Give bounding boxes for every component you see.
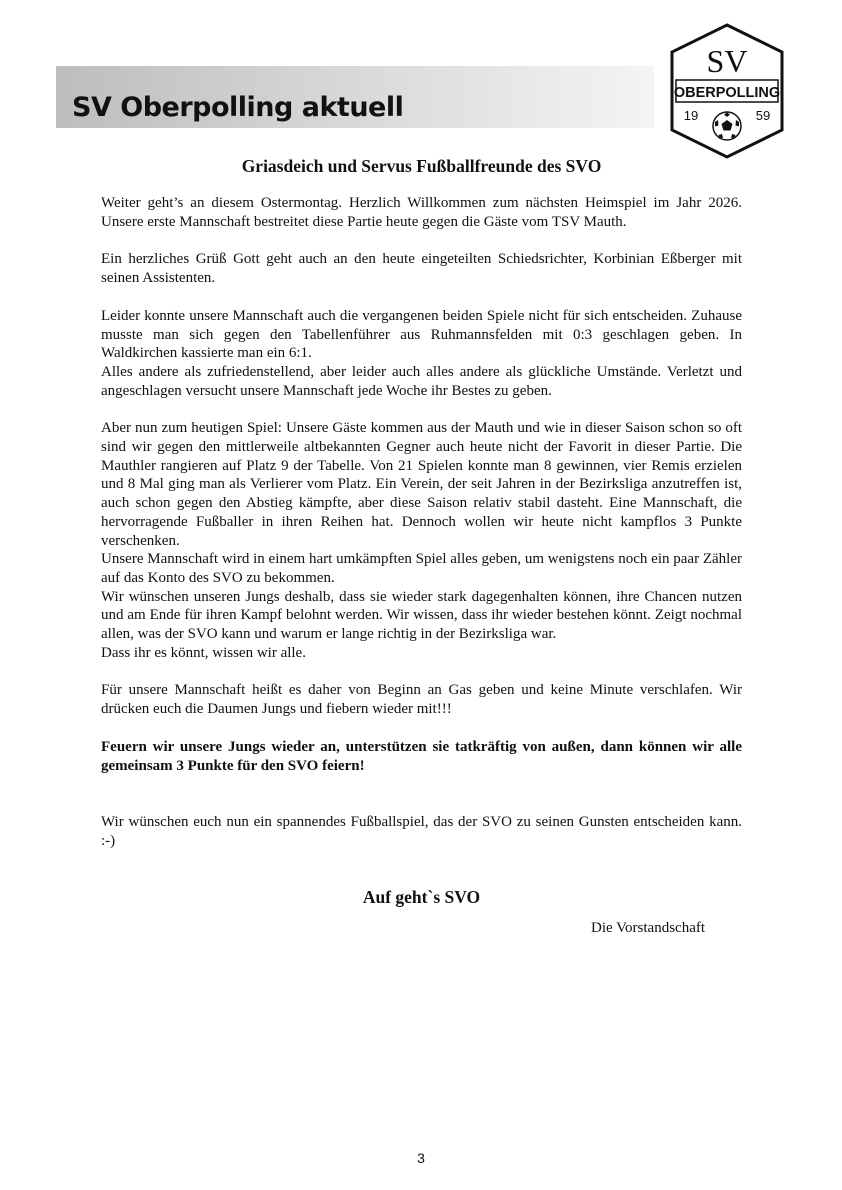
spacer [101, 794, 742, 813]
paragraph-line: Für unsere Mannschaft heißt es daher von Beginn an Gas geben und keine Minute verschlafen. Wir drücken euch die Daumen Jungs und fiebern wieder mit!!! [101, 682, 742, 718]
club-logo [668, 22, 786, 160]
header-title: SV Oberpolling aktuell [72, 92, 404, 123]
logo-year-left: 19 [683, 108, 699, 123]
paragraph-motivation [101, 681, 742, 718]
paragraph-line: Leider konnte unsere Mannschaft auch die vergangenen beiden Spiele nicht für sich entscheiden. Zuhause musste man sich gegen den Tabellenführer aus Ruhmannsfelden mit 0:3 geschlagen geben. In Waldkirchen kassierte man ein 6:1. [101, 307, 742, 362]
paragraph-line: Ein herzliches Grüß Gott geht auch an den heute eingeteilten Schiedsrichter, Korbinian Eßberger mit seinen Assistenten. [101, 251, 742, 287]
paragraph-line: Wir wünschen euch nun ein spannendes Fußballspiel, das der SVO zu seinen Gunsten entscheiden kann. :-) [101, 814, 742, 849]
soccer-ball-icon [713, 112, 741, 140]
article-headline: Griasdeich und Servus Fußballfreunde des SVO [241, 156, 602, 176]
paragraph-welcome [101, 194, 742, 231]
logo-sv-text: SV [706, 43, 748, 79]
logo-club-name: OBERPOLLING [673, 85, 781, 101]
paragraph-line: Aber nun zum heutigen Spiel: Unsere Gäste kommen aus der Mauth und wie in dieser Saison schon so oft sind wir gegen den mittlerweile altbekannten Gegner auch heute nicht der Favorit in dieser Partie. Die Mauthler rangieren auf Platz 9 der Tabelle. Von 21 Spielen konnte man 8 gewinnen, vier Remis erzielen und 8 Mal ging man als Verlierer vom Platz. Ein Verein, der seit Jahren in der Bezirksliga anzutreffen ist, auch schon gegen den Abstieg kämpfte, aber diese Saison relativ stabil dasteht. Eine Mannschaft, die hervorragende Fußballer in ihren Reihen hat. Dennoch wollen wir heute nicht kampflos 3 Punkte verschenken. [101, 420, 742, 549]
paragraph-line: Feuern wir unsere Jungs wieder an, unterstützen sie tatkräftig von außen, dann können wir alle gemeinsam 3 Punkte für den SVO feiern! [101, 738, 742, 774]
paragraph-recent-results [101, 307, 742, 401]
paragraph-line: Wir wünschen unseren Jungs deshalb, dass sie wieder stark dagegenhalten können, ihre Chancen nutzen und am Ende für ihren Kampf belohnt werden. Wir wissen, dass ihr wieder bestehen könnt. Zeigt nochmal allen, was der SVO kann und warum er lange richtig in der Bezirksliga war. [101, 588, 742, 643]
paragraph-cheer-call [101, 738, 742, 775]
paragraph-todays-match [101, 419, 742, 662]
paragraph-referee [101, 250, 742, 287]
signature: Die Vorstandschaft [591, 919, 706, 936]
paragraph-line: Alles andere als zufriedenstellend, aber leider auch alles andere als glückliche Umstände. Verletzt und angeschlagen versucht unsere Mannschaft jede Woche ihr Bestes zu geben. [101, 363, 742, 399]
page-number: 3 [417, 1150, 425, 1166]
closing-slogan: Auf geht`s SVO [362, 886, 481, 907]
logo-year-right: 59 [755, 108, 771, 123]
paragraph-line: Unsere Mannschaft wird in einem hart umkämpften Spiel alles geben, um wenigstens noch ein paar Zähler auf das Konto des SVO zu bekommen. [101, 551, 742, 586]
article [101, 156, 742, 937]
paragraph-line: Weiter geht’s an diesem Ostermontag. Herzlich Willkommen zum nächsten Heimspiel im Jahr 2026. Unsere erste Mannschaft bestreitet diese Partie heute gegen die Gäste vom TSV Mauth. [101, 195, 742, 230]
paragraph-wishes [101, 813, 742, 850]
paragraph-line: Dass ihr es könnt, wissen wir alle. [101, 644, 306, 661]
